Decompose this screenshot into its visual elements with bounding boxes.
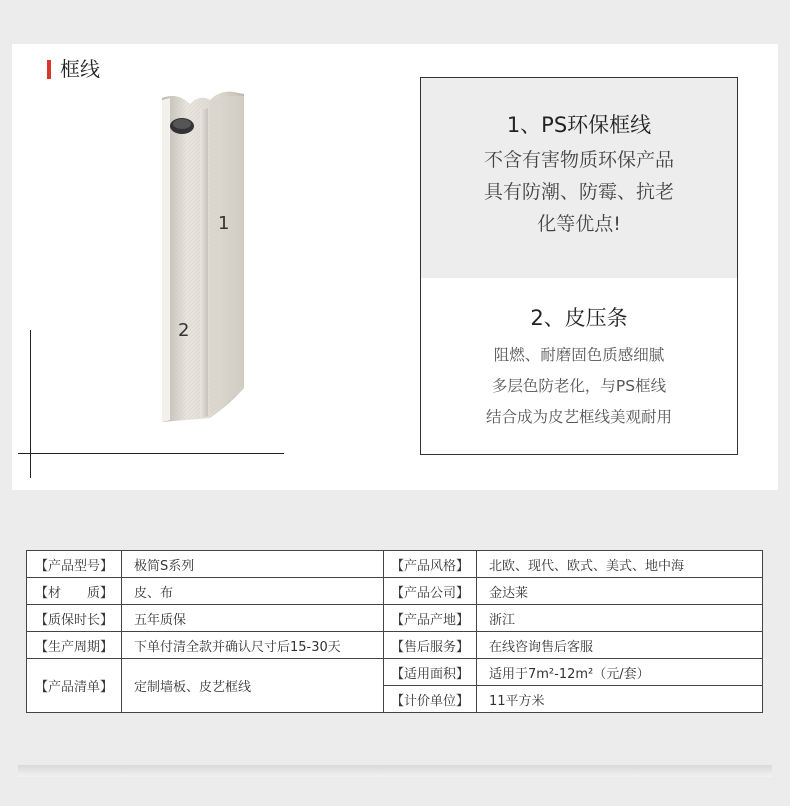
decor-horizontal-line (18, 453, 284, 454)
spec-value: 11平方米 (477, 686, 763, 713)
bottom-shadow-divider (18, 765, 772, 777)
spec-label: 【售后服务】 (384, 632, 477, 659)
spec-label: 【产品风格】 (384, 551, 477, 578)
spec-value: 皮、布 (122, 578, 384, 605)
feature-2-title: 2、皮压条 (530, 306, 628, 330)
spec-value: 适用于7m²-12m²（元/套） (477, 659, 763, 686)
part-label-2: 2 (178, 320, 190, 341)
table-row (27, 551, 763, 578)
feature-1-title: 1、PS环保框线 (506, 113, 652, 137)
feature-panel (420, 77, 738, 455)
spec-label: 【计价单位】 (384, 686, 477, 713)
spec-value: 浙江 (477, 605, 763, 632)
feature-1-line-3: 化等优点! (537, 213, 621, 235)
spec-label: 【质保时长】 (27, 605, 122, 632)
spec-value: 北欧、现代、欧式、美式、地中海 (477, 551, 763, 578)
spec-label: 【产品公司】 (384, 578, 477, 605)
spec-value: 在线咨询售后客服 (477, 632, 763, 659)
spec-label: 【产品产地】 (384, 605, 477, 632)
spec-label: 【产品型号】 (27, 551, 122, 578)
spec-label: 【生产周期】 (27, 632, 122, 659)
spec-label: 【产品清单】 (27, 659, 122, 713)
feature-1-line-1: 不含有害物质环保产品 (483, 149, 674, 171)
section-title: 框线 (60, 57, 100, 81)
feature-2-line-2: 多层色防老化，与PS框线 (491, 377, 667, 395)
spec-value: 定制墙板、皮艺框线 (122, 659, 384, 713)
spec-value: 五年质保 (122, 605, 384, 632)
table-row (27, 605, 763, 632)
table-row (27, 578, 763, 605)
decor-vertical-line (30, 330, 31, 478)
spec-table (26, 550, 763, 713)
feature-2-line-3: 结合成为皮艺框线美观耐用 (485, 408, 672, 426)
feature-1-line-2: 具有防潮、防霉、抗老 (483, 181, 674, 203)
spec-value: 金达莱 (477, 578, 763, 605)
spec-label: 【材 质】 (27, 578, 122, 605)
part-label-1: 1 (218, 213, 230, 234)
table-row (27, 659, 763, 686)
section-marker (47, 60, 51, 79)
feature-2-line-1: 阻燃、耐磨固色质感细腻 (493, 346, 665, 364)
frame-molding-image (148, 88, 260, 428)
table-row (27, 632, 763, 659)
spec-label: 【适用面积】 (384, 659, 477, 686)
spec-value: 下单付清全款并确认尺寸后15-30天 (122, 632, 384, 659)
spec-value: 极简S系列 (122, 551, 384, 578)
